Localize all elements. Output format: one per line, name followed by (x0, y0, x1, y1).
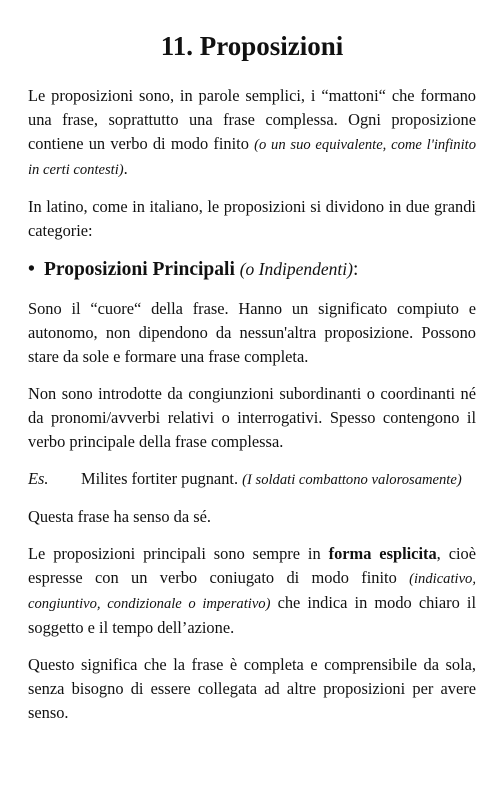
page-title: 11. Proposizioni (160, 31, 344, 61)
section-heading-text (44, 256, 358, 283)
example-block (28, 467, 476, 492)
example-latin: Milites fortiter pugnant. (81, 469, 243, 489)
senso-paragraph: Questa frase ha senso da sé. (28, 507, 211, 527)
cuore-paragraph: Sono il “cuore“ della frase. Hanno un significato compiuto e autonomo, non dipendono da nessun'altra proposizione. Possono stare da sole e formare una frase completa. (28, 299, 476, 367)
forma-esplicita-paragraph (28, 542, 476, 640)
forma-bold-term: forma esplicita (328, 544, 437, 564)
categories-intro-paragraph: In latino, come in italiano, le proposizioni si dividono in due grandi categorie: (28, 197, 476, 241)
intro-end: . (123, 159, 128, 179)
forma-text-b: , cioè espresse con un verbo coniugato di modo finito (28, 544, 476, 588)
example-label: Es. (28, 469, 49, 489)
bullet-icon: • (28, 259, 35, 281)
significa-paragraph: Questo significa che la frase è completa e comprensibile da sola, senza bisogno di essere collegata ad altre proposizioni per avere senso. (28, 655, 476, 723)
intro-paragraph (28, 84, 476, 182)
example-body (81, 467, 476, 492)
section-heading-italic: (o Indipendenti) (239, 259, 353, 280)
intro-italic-note: (o un suo equivalente, come l'infinito in certi contesti) (28, 137, 476, 179)
forma-italic-modes: (indicativo, congiuntivo, condizionale o imperativo) (28, 571, 476, 613)
introduzione-paragraph: Non sono introdotte da congiunzioni subordinanti o coordinanti né da pronomi/avverbi relativi o interrogativi. Spesso contengono il verbo principale della frase complessa. (28, 384, 476, 452)
forma-text-c: che indica in modo chiaro il soggetto e il tempo dell’azione. (28, 593, 476, 638)
section-heading-principali (28, 256, 476, 283)
forma-text-a: Le proposizioni principali sono sempre in (28, 544, 329, 564)
section-heading-bold: Proposizioni Principali (44, 259, 235, 281)
example-translation: (I soldati combattono valorosamente) (242, 472, 462, 489)
section-heading-colon: : (352, 259, 359, 281)
intro-text: Le proposizioni sono, in parole semplici, i “mattoni“ che formano una frase, soprattutto una frase complessa. Ogni proposizione contiene un verbo di modo finito (28, 86, 476, 154)
